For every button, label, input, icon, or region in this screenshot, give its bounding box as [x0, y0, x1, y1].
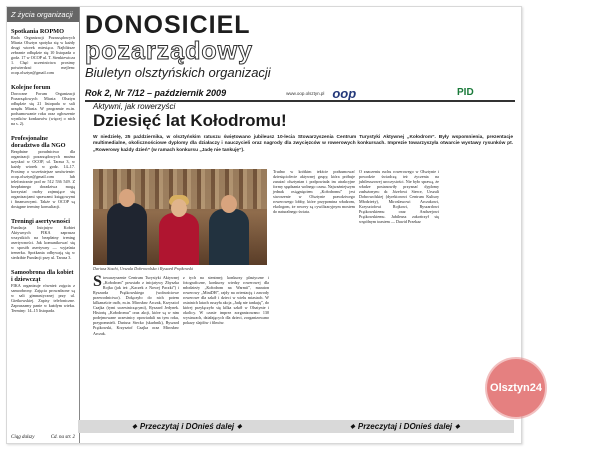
- masthead: [85, 13, 305, 80]
- article-column-2: z tych na stentrnej; konkursy plastyczne i fotograficzne, konkursy wiedzy rowerowej dla młodzieży „Kołodrom na Warmii”, maraton rowerowy „MiniDH”, rajdy na orientację i zawody rowerowe dla szkół i dzieci w wielu miastach. W ostatnich latach ruszyła akcja „Jadę nie tankuję”, do której przyłączyło się kilka szkół w Olsztynie i okolicy. W czasie imprez zorganizowano 130 wystawach, działających dla dzieci, zorganizowano pokazy slajdów i filmów.: [183, 275, 269, 326]
- newsletter-page: [6, 6, 522, 444]
- section-text: Doroczne Forum Organizacji Pozarządowych Miasta Olsztyn odbędzie się 21 listopada w sali urzędu Miasta. W programie m.in. podsumowanie roku oraz ogłoszenie wyników konkursów (więcej o nich na s. 2).: [11, 91, 75, 126]
- section-title: Profesjonalne doradztwo dla NGO: [11, 135, 66, 149]
- section-text: Bezpłatne poradnictwo dla organizacji pozarządowych można uzyskać w OCOP, ul. Tarasa 3, w każdy wtorek w godz. 14–17. Prosimy o wcześniejsze umówienie: ocop.olsztyn@gmail.com lub telefonicznie pod nr 512 536 549. Z bezpłatnego doradztwa mogą korzystać osoby zajmujące się organizacjami sprawami księgowymi i finansowymi. Także w OCOP są dostępne terminy konsultacji.: [11, 149, 75, 209]
- sidebar-header: Z życia organizacji: [7, 7, 79, 22]
- article-column-1: [93, 275, 179, 336]
- diamond-icon: ◆: [237, 424, 242, 430]
- diamond-icon: ◆: [350, 424, 355, 430]
- diamond-icon: ◆: [132, 424, 137, 430]
- drop-cap: S: [93, 273, 102, 290]
- section-text: FIKA organizuje również zajęcia z samoobrony. Zajęcia prowadzone są w sali gimnastycznej przy ul. Gietkowskiej. Zapisy telefoniczne. Zapraszamy panie w każdym wieku. Terminy: 14–15 listopada.: [11, 283, 75, 313]
- section-text: Fundacja Inicjatyw Kobiet Aktywnych FIKA zaprasza wszystkich na bezpłatny trening asertywności. Jak komunikować się w sposób asertywny — wyjaśnia trenerka. Spotkania odbywają się w siedzibie Fundacji przy ul. Tarasa 3.: [11, 225, 75, 260]
- article-lead: W niedzielę, 25 października, w olsztyńskim ratuszu świętowano jubileusz 10-lecia Stowarzyszenia Centrum Turystyki Aktywnej „Kołodrom”. Były wspomnienia, prezentacje multimedialne, okolicznościowe dyplomy dla działaczy i nauczycieli oraz nagrody dla zwycięzców w rowerowych konkursach. Imprezie towarzyszyła otwarcie wystawy rysunków pt. „Rowerowy każdy dzień” (w ramach konkursu „Jadę nie tankuję”).: [93, 135, 513, 153]
- masthead-title: DONOSICIEL: [85, 11, 251, 39]
- footer-link-text: Przeczytaj i DOnieś dalej: [357, 422, 453, 431]
- section-title: Treningi asertywności: [11, 218, 71, 225]
- person-left: [107, 203, 147, 265]
- footer-bar: [78, 420, 514, 433]
- sidebar-news: [7, 7, 80, 443]
- footer-link-text: Przeczytaj i DOnieś dalej: [139, 422, 235, 431]
- sidebar-section-self-defense: [7, 263, 79, 316]
- sidebar-section-advice: [7, 129, 79, 212]
- section-title: Samoobrona dla kobiet i dziewcząt: [11, 269, 74, 283]
- footer-link-2[interactable]: [350, 422, 460, 431]
- issue-info-bar: [85, 87, 445, 99]
- sidebar-section-assertiveness: [7, 212, 79, 263]
- oop-logo: oop: [332, 85, 357, 101]
- watermark-text: Olsztyn24: [490, 382, 542, 394]
- article-kicker: Aktywni, jak rowerzyści: [93, 102, 176, 111]
- article-column-4: O znaczeniu ruchu rowerowego w Olsztynie i powodzie świadczą też życzenia na jubileuszowej uroczystości. Nie było sprawą, że władze postanowiły przyznać dyplomy zasłużonym: dr. Józefowi Sierce, Urszuli Dobrowolskiej (dyrektorowi Centrum Kultury Młodzieży), Mirosławowi Arczakowi, Krzysztofowi Rojkowi, Ryszardowi Prątkowskiemu oraz Andrzejowi Prątkowskiemu. Jubileusz zakończył się wspólnym toastem — Dawid Przekaz: [359, 169, 439, 225]
- continued-page-link[interactable]: Cd. na str. 2: [50, 435, 75, 440]
- person-right: [209, 209, 249, 265]
- sidebar-section-forum: [7, 78, 79, 129]
- person-center: [159, 213, 199, 265]
- photo-caption: Dariusz Stachi, Urszula Dobrowolska i Ryszard Prątkowski: [93, 266, 194, 271]
- person-left-head: [119, 189, 135, 207]
- column-1-text: towarzyszenie Centrum Turystyki Aktywnej „Kołodrom” powstało z inicjatywy Zbyszka Rojka (jak też „Kaczek z Nowej Paczki”) i Ryszarda Prątkowskiego (wolnościowe przewodnictwo). Dołączyło do nich potem kilkanaście osób, m.in. Mirosław Arczak, Krzysztof Czajka (tymi uczestniczącymi), Ryszard Jedynek. Historię „Kołodromu” oraz akcji, które są w nim podejmowane uczestnicy opowiadali na tym roku, przypomnieli. Dariusz Stecko (skarbnik), Ryszard Prątkowski, Krzysztof Czajka oraz Mirosław Arczak.: [93, 275, 179, 336]
- masthead-subtitle: Biuletyn olsztyńskich organizacji: [85, 65, 271, 80]
- section-title: Kolejne forum: [11, 84, 51, 91]
- diamond-icon: ◆: [455, 424, 460, 430]
- continued-label: Ciąg dalszy: [11, 435, 35, 440]
- section-title: Spotkania ROPMO: [11, 28, 65, 35]
- website-url[interactable]: www.oop.olsztyn.pl: [286, 90, 325, 96]
- section-text: Rada Organizacji Pozarządowych Miasta Olsztyn spotyka się w każdy drugi wtorek miesiąca. Najbliższe zebranie odbędzie się 10 listopada o godz. 17 w OCOP ul. T. Sienkiewicza 1. Chęć uczestnictwa prosimy potwierdzać mejlem: ocop.olsztyn@gmail.com: [11, 35, 75, 75]
- person-center-head: [171, 199, 187, 217]
- sidebar-footer: [11, 435, 75, 440]
- watermark-stamp: [487, 359, 545, 417]
- sidebar-section-meetings: [7, 22, 79, 78]
- article-headline: Dziesięć lat Kołodromu!: [93, 111, 287, 130]
- person-right-head: [221, 195, 237, 213]
- pid-logo: PID: [457, 87, 474, 98]
- issue-label: Rok 2, Nr 7/12 – październik 2009: [85, 88, 227, 98]
- footer-link-1[interactable]: [132, 422, 242, 431]
- article-column-3: Trudno w krótkim tekście podsumować dziesięciolecie aktywnej grupy, która próbuje zarażać olsztynian i podpowiada im atrakcyjne formy spędzania wolnego czasu. Najważniejszym jednak osiągnięciem „Kołodromu” jest stworzenie w Olsztynie prawdziwego rowerowego lobby, które przypomina władzom, ekologom, że rowery są cywilizacyjnym mostem do naturalnego świata.: [273, 169, 355, 215]
- article-photo: [93, 169, 267, 265]
- masthead-title-outline: pozarządowy: [85, 37, 253, 65]
